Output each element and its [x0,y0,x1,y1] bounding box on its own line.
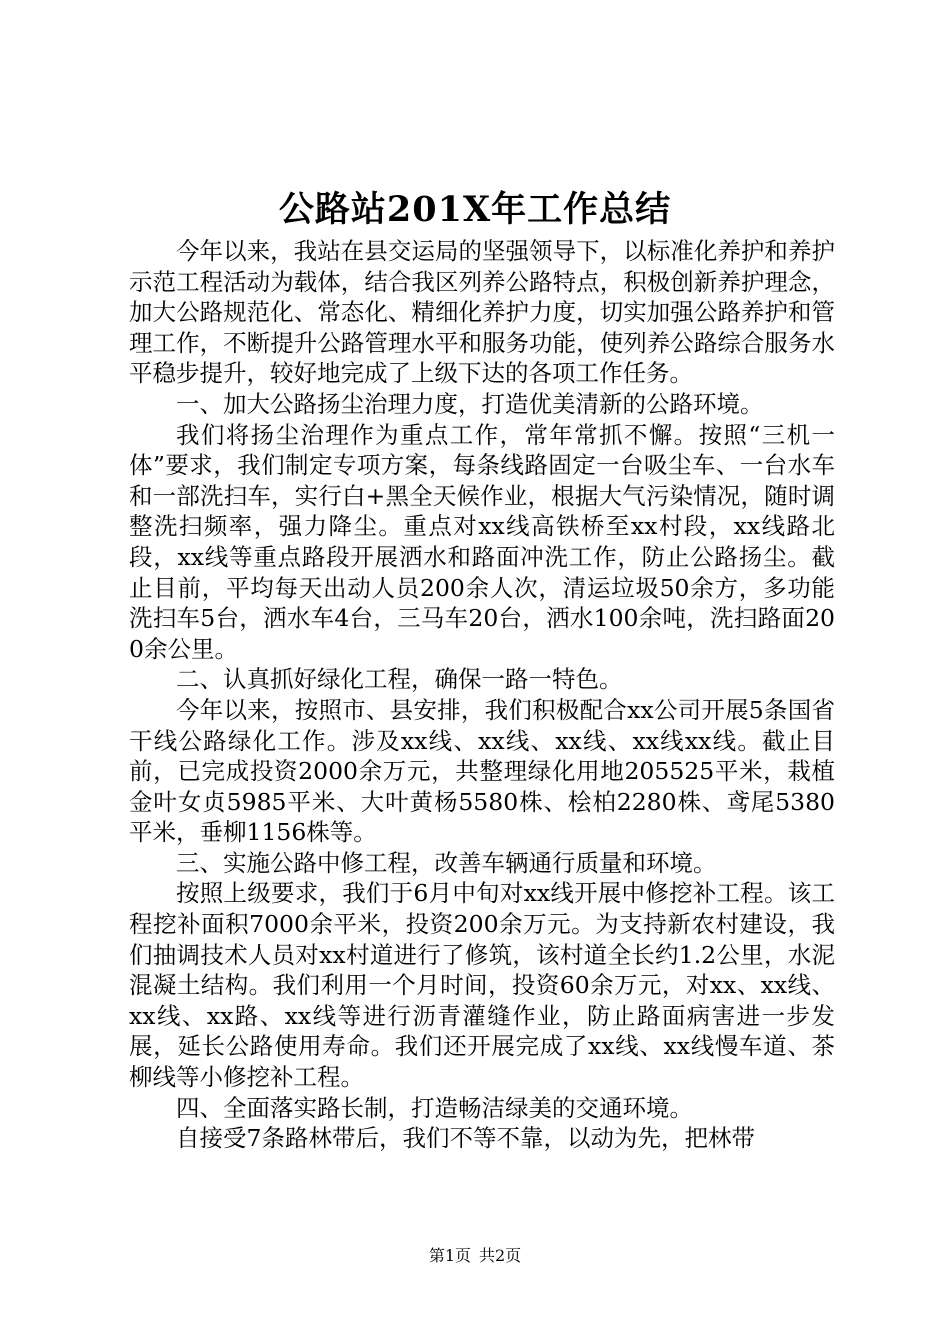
section-heading-1: 一、加大公路扬尘治理力度，打造优美清新的公路环境。 [176,389,764,418]
paragraph-road-chief: 自接受7条路林带后，我们不等不靠，以动为先，把林带 [176,1124,755,1153]
section-heading-2: 二、认真抓好绿化工程，确保一路一特色。 [176,665,623,694]
page-footer [0,1245,950,1267]
document-body [129,236,835,1154]
paragraph-dust-control: 我们将扬尘治理作为重点工作，常年常抓不懈。按照“三机一体”要求，我们制定专项方案，每条线路固定一台吸尘车、一台水车和一部洗扫车，实行白+黑全天候作业，根据大气污染情况，随时调整洗扫频率，强力降尘。重点对xx线高铁桥至xx村段，xx线路北段，xx线等重点路段开展洒水和路面冲洗工作，防止公路扬尘。截止目前，平均每天出动人员200余人次，清运垃圾50余方，多功能洗扫车5台，洒水车4台，三马车20台，洒水100余吨，洗扫路面200余公里。 [129,420,835,663]
document-title: 公路站201X年工作总结 [278,189,672,230]
paragraph-repair: 按照上级要求，我们于6月中旬对xx线开展中修挖补工程。该工程挖补面积7000余平米，投资200余万元。为支持新农村建设，我们抽调技术人员对xx村道进行了修筑，该村道全长约1.2公里，水泥混凝土结构。我们利用一个月时间，投资60余万元，对xx、xx线、xx线、xx路、xx线等进行沥青灌缝作业，防止路面病害进一步发展，延长公路使用寿命。我们还开展完成了xx线、xx线慢车道、茶柳线等小修挖补工程。 [129,879,835,1092]
page-total: 共2页 [479,1246,522,1265]
paragraph-intro: 今年以来，我站在县交运局的坚强领导下，以标准化养护和养护示范工程活动为载体，结合我区列养公路特点，积极创新养护理念，加大公路规范化、常态化、精细化养护力度，切实加强公路养护和管理工作，不断提升公路管理水平和服务功能，使列养公路综合服务水平稳步提升，较好地完成了上级下达的各项工作任务。 [129,237,835,388]
section-heading-3: 三、实施公路中修工程，改善车辆通行质量和环境。 [176,848,717,877]
paragraph-greening: 今年以来，按照市、县安排，我们积极配合xx公司开展5条国省干线公路绿化工作。涉及xx线、xx线、xx线、xx线xx线。截止目前，已完成投资2000余万元，共整理绿化用地205525平米，栽植金叶女贞5985平米、大叶黄杨5580株、桧柏2280株、鸢尾5380平米，垂柳1156株等。 [129,695,835,847]
section-heading-4: 四、全面落实路长制，打造畅洁绿美的交通环境。 [176,1093,693,1122]
page-number: 第1页 [428,1246,471,1265]
